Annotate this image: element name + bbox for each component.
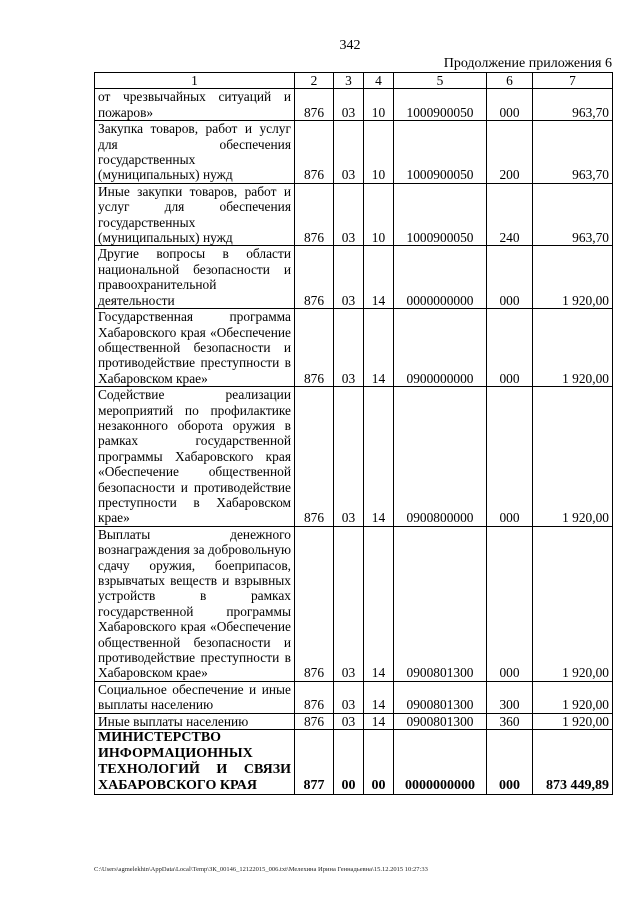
row-subsection-code: 10: [364, 183, 394, 246]
column-header: 3: [334, 73, 364, 89]
row-subsection-code: 14: [364, 681, 394, 713]
budget-table: [94, 72, 613, 795]
row-ministry-code: 876: [295, 681, 334, 713]
row-ministry-code: 876: [295, 183, 334, 246]
table-row-ministry-total: [95, 730, 613, 795]
row-expense-type: 360: [487, 713, 533, 729]
row-section-code: 03: [334, 526, 364, 681]
row-target-article: 0900801300: [394, 526, 487, 681]
row-ministry-code: 877: [295, 730, 334, 795]
appendix-continuation-label: Продолжение приложения 6: [443, 56, 612, 71]
row-amount: 1 920,00: [533, 387, 613, 527]
row-amount: 1 920,00: [533, 681, 613, 713]
row-expense-type: 300: [487, 681, 533, 713]
row-subsection-code: 14: [364, 309, 394, 387]
row-amount: 1 920,00: [533, 309, 613, 387]
row-name: Иные выплаты населению: [95, 713, 295, 729]
row-name: Закупка товаров, работ и услуг для обеспечения государственных (муниципальных) нужд: [95, 121, 295, 184]
row-section-code: 03: [334, 713, 364, 729]
row-target-article: 0900800000: [394, 387, 487, 527]
row-ministry-code: 876: [295, 121, 334, 184]
row-amount: 1 920,00: [533, 526, 613, 681]
row-section-code: 03: [334, 309, 364, 387]
table-row: [95, 246, 613, 309]
column-header: 4: [364, 73, 394, 89]
row-subsection-code: 14: [364, 526, 394, 681]
row-ministry-code: 876: [295, 309, 334, 387]
table-row: [95, 309, 613, 387]
row-target-article: 0000000000: [394, 246, 487, 309]
table-row: [95, 183, 613, 246]
row-expense-type: 000: [487, 387, 533, 527]
column-header: 7: [533, 73, 613, 89]
page-number: 342: [339, 38, 361, 53]
row-target-article: 0900801300: [394, 713, 487, 729]
file-path-footer: C:\Users\agmelekhin\AppData\Local\Temp\ЗК_00146_12122015_006.txt\Мелехина Ирина Геннадьевна\15.12.2015 10:27:33: [94, 866, 428, 873]
row-expense-type: 000: [487, 89, 533, 121]
row-expense-type: 000: [487, 730, 533, 795]
row-amount: 963,70: [533, 89, 613, 121]
row-expense-type: 000: [487, 526, 533, 681]
table-row: [95, 681, 613, 713]
table-row: [95, 387, 613, 527]
row-section-code: 00: [334, 730, 364, 795]
row-subsection-code: 14: [364, 713, 394, 729]
table-row: [95, 89, 613, 121]
column-header: 1: [95, 73, 295, 89]
row-subsection-code: 00: [364, 730, 394, 795]
column-header: 5: [394, 73, 487, 89]
column-header: 2: [295, 73, 334, 89]
table-row: [95, 121, 613, 184]
row-name: Социальное обеспечение и иные выплаты населению: [95, 681, 295, 713]
row-ministry-code: 876: [295, 387, 334, 527]
row-name: Содействие реализации мероприятий по профилактике незаконного оборота оружия в рамках государственной программы Хабаровского края «Обеспечение общественной безопасности и противодействие преступности в Хабаровском крае»: [95, 387, 295, 527]
row-ministry-code: 876: [295, 246, 334, 309]
row-name: Выплаты денежного вознаграждения за добровольную сдачу оружия, боеприпасов, взрывчатых веществ и взрывных устройств в рамках государственной программы Хабаровского края «Обеспечение общественной безопасности и противодействие преступности в Хабаровском крае»: [95, 526, 295, 681]
row-expense-type: 000: [487, 246, 533, 309]
row-section-code: 03: [334, 121, 364, 184]
row-name: МИНИСТЕРСТВО ИНФОРМАЦИОННЫХ ТЕХНОЛОГИЙ И СВЯЗИ ХАБАРОВСКОГО КРАЯ: [95, 730, 295, 795]
row-target-article: 1000900050: [394, 89, 487, 121]
row-ministry-code: 876: [295, 713, 334, 729]
row-amount: 1 920,00: [533, 713, 613, 729]
row-name: от чрезвычайных ситуаций и пожаров»: [95, 89, 295, 121]
row-section-code: 03: [334, 681, 364, 713]
row-target-article: 1000900050: [394, 121, 487, 184]
table-row: [95, 713, 613, 729]
row-ministry-code: 876: [295, 89, 334, 121]
row-name: Другие вопросы в области национальной безопасности и правоохранительной деятельности: [95, 246, 295, 309]
row-section-code: 03: [334, 183, 364, 246]
row-target-article: 1000900050: [394, 183, 487, 246]
row-section-code: 03: [334, 387, 364, 527]
row-name: Иные закупки товаров, работ и услуг для обеспечения государственных (муниципальных) нужд: [95, 183, 295, 246]
row-name: Государственная программа Хабаровского края «Обеспечение общественной безопасности и противодействие преступности в Хабаровском крае»: [95, 309, 295, 387]
row-expense-type: 000: [487, 309, 533, 387]
row-amount: 963,70: [533, 183, 613, 246]
row-section-code: 03: [334, 246, 364, 309]
row-amount: 873 449,89: [533, 730, 613, 795]
table-row: [95, 526, 613, 681]
table-header-row: [95, 73, 613, 89]
row-target-article: 0900801300: [394, 681, 487, 713]
row-ministry-code: 876: [295, 526, 334, 681]
row-subsection-code: 10: [364, 89, 394, 121]
row-subsection-code: 14: [364, 387, 394, 527]
row-subsection-code: 14: [364, 246, 394, 309]
row-amount: 963,70: [533, 121, 613, 184]
row-section-code: 03: [334, 89, 364, 121]
column-header: 6: [487, 73, 533, 89]
row-expense-type: 200: [487, 121, 533, 184]
row-amount: 1 920,00: [533, 246, 613, 309]
row-subsection-code: 10: [364, 121, 394, 184]
row-expense-type: 240: [487, 183, 533, 246]
row-target-article: 0000000000: [394, 730, 487, 795]
row-target-article: 0900000000: [394, 309, 487, 387]
